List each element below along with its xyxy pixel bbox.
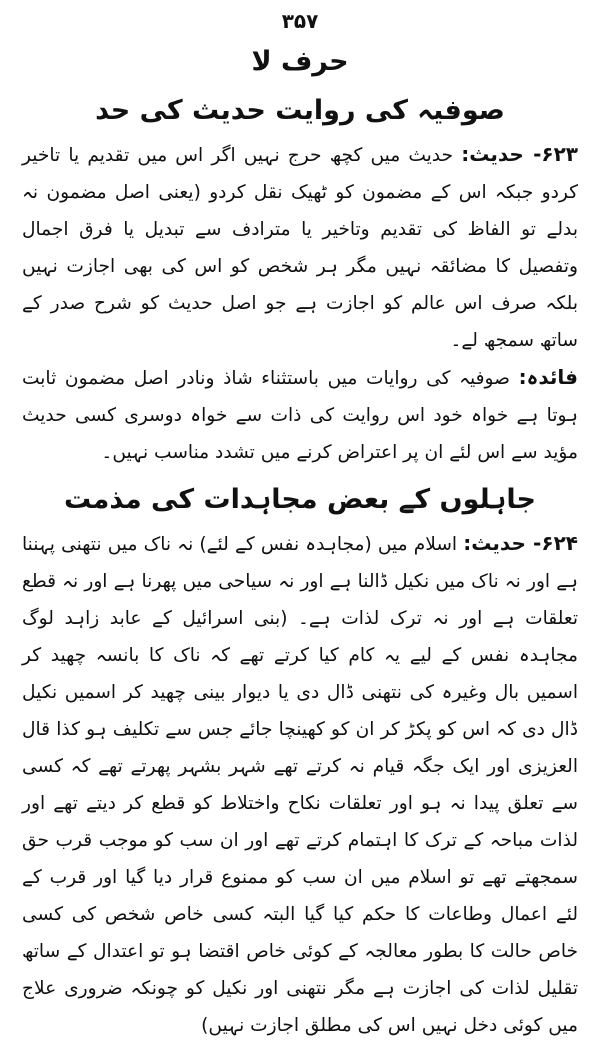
paragraph-text: حدیث میں کچھ حرج نہیں اگر اس میں تقدیم یا تاخیر کردو جبکہ اس کے مضمون کو ٹھیک نقل کردو (یعنی اصل مضمون نہ بدلے تو الفاظ کی تقدیم وتاخیر یا مترادف سے تبدیل یا فرق اجمال وتفصیل کا مضائقہ نہیں مگر ہر شخص کو اس کی بھی اجازت نہیں بلکہ صرف اس عالم کو اجازت ہے جو اصل حدیث کو شرح صدر کے ساتھ سمجھ لے۔: [22, 145, 578, 351]
hadith-paragraph: [22, 136, 578, 359]
paragraph-text: اسلام میں (مجاہدہ نفس کے لئے) نہ ناک میں نتھنی پہننا ہے اور نہ ناک میں نکیل ڈالنا ہے اور نہ سیاحی میں پھرنا ہے اور نہ قطع تعلقات ہے اور نہ ترک لذات ہے۔ (بنی اسرائیل کے عابد زاہد لوگ مجاہدہ نفس کے لیے یہ کام کیا کرتے تھے کہ ناک کا بانسہ چھید کر اسمیں بال وغیرہ کی نتھنی ڈال دی یا دیوار بینی چھید کر اسمیں نکیل ڈال دی کہ اس کو پکڑ کر ان کو کھینچا جائے جس سے تکلیف ہو کذا قال العزیزی اور ایک جگہ قیام نہ کرتے تھے شہر بشہر پھرتے تھے کہ کسی سے تعلق پیدا نہ ہو اور تعلقات نکاح واختلاط کو قطع کر دیتے تھے اور لذات مباحہ کے ترک کا اہتمام کرتے تھے اور ان سب کو موجب قرب حق سمجھتے تھے تو اسلام میں ان سب کو ممنوع قرار دیا گیا اور قرب کے لئے اعمال وطاعات کا حکم کیا گیا البتہ کسی خاص شخص کی کسی خاص حالت کا بطور معالجہ کے کوئی خاص اقتضا ہو تو اعتدال کے ساتھ تقلیل لذات کی اجازت ہے مگر نتھنی اور نکیل کو چونکہ ضروری علاج میں کوئی دخل نہیں اس کی مطلق اجازت نہیں): [22, 534, 578, 1036]
page-number: ۳۵۷: [281, 9, 319, 33]
hadith-paragraph: [22, 525, 578, 1044]
hadith-number: ۶۲۴- حدیث:: [463, 531, 578, 555]
section-heading: صوفیہ کی روایت حدیث کی حد: [95, 95, 505, 126]
paragraph-text: صوفیہ کی روایات میں باستثناء شاذ ونادر اصل مضمون ثابت ہوتا ہے خواہ خود اس روایت کی ذات سے خواہ دوسری کسی حدیث مؤید سے اس لئے ان پر اعتراض کرنے میں تشدد مناسب نہیں۔: [22, 368, 578, 463]
chapter-title: حرف لا: [251, 46, 349, 77]
benefit-label: فائدہ:: [518, 365, 578, 389]
benefit-paragraph: [22, 359, 578, 471]
hadith-number: ۶۲۳- حدیث:: [461, 142, 578, 166]
section-heading: جاہلوں کے بعض مجاہدات کی مذمت: [64, 484, 536, 515]
